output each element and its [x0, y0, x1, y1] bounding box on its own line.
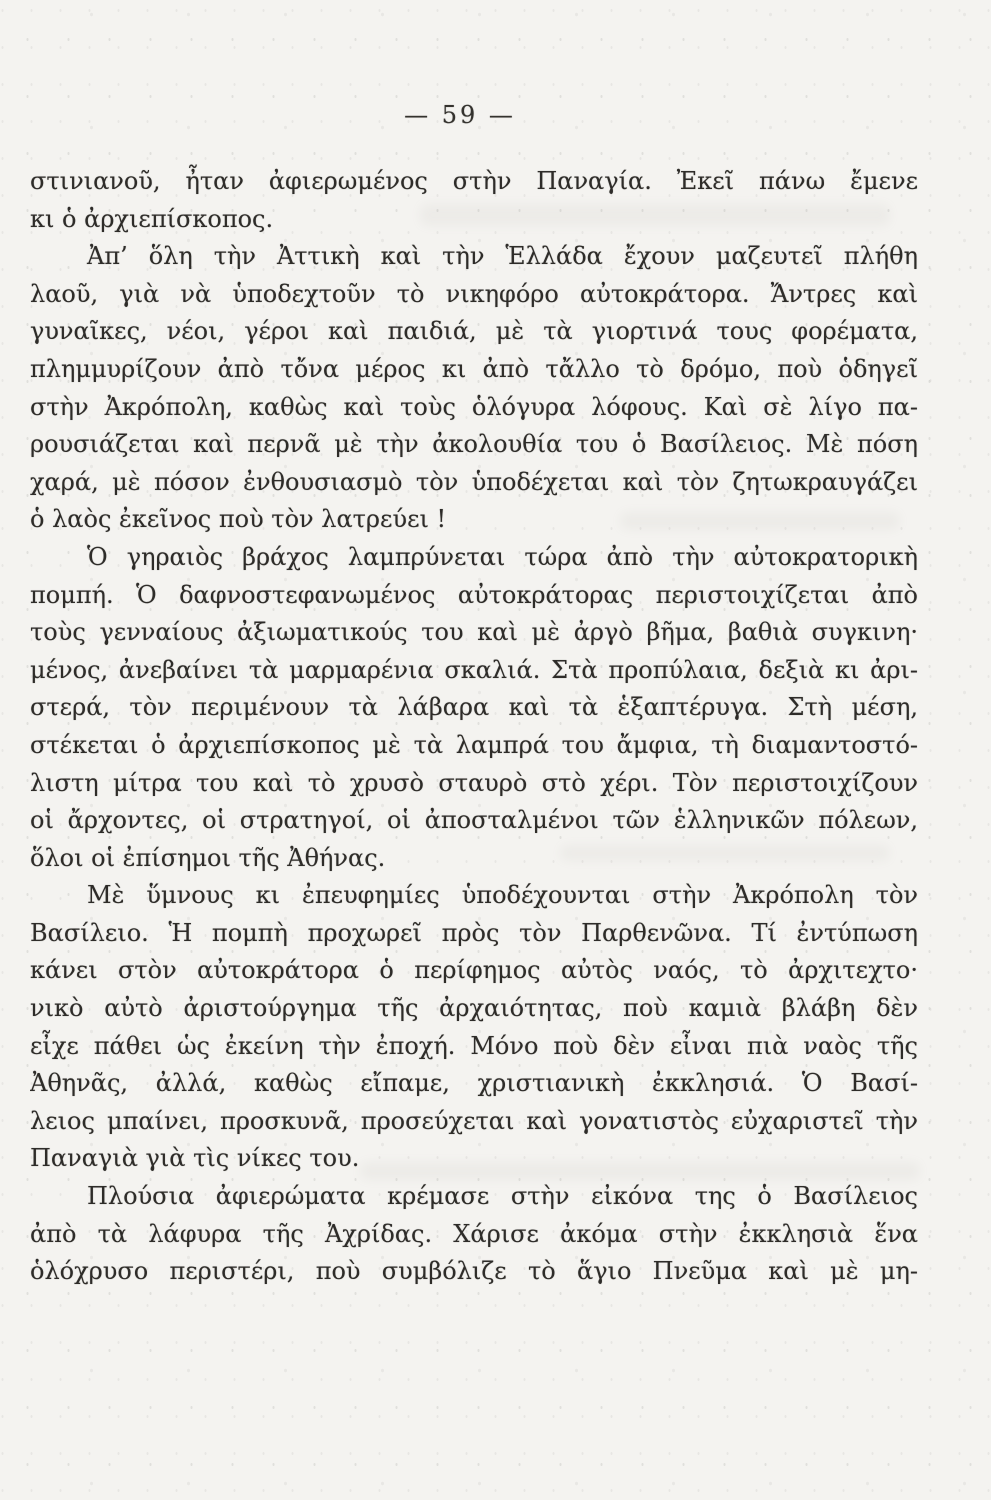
text-line: ὅλοι οἱ ἐπίσημοι τῆς Ἀθήνας.: [30, 843, 386, 872]
text-line: οἱ ἄρχοντες, οἱ στρατηγοί, οἱ ἀποσταλμένοι τῶν ἑλληνικῶν πόλεων,: [30, 806, 918, 835]
text-line: ἀπὸ τὰ λάφυρα τῆς Ἀχρίδας. Χάρισε ἀκόμα στὴν ἐκκλησιὰ ἕνα: [30, 1219, 918, 1248]
text-line: στέκεται ὁ ἀρχιεπίσκοπος μὲ τὰ λαμπρά του ἄμφια, τὴ διαμαντοστό-: [30, 730, 918, 759]
text-line: Ἀθηνᾶς, ἀλλά, καθὼς εἴπαμε, χριστιανικὴ ἐκκλησιά. Ὁ Βασί-: [30, 1069, 918, 1098]
text-line: Μὲ ὕμνους κι ἐπευφημίες ὑποδέχουνται στὴν Ἀκρόπολη τὸν: [87, 881, 918, 910]
paragraph: [30, 1178, 918, 1291]
text-line: κι ὁ ἀρχιεπίσκοπος.: [30, 204, 274, 233]
paragraph: [30, 877, 918, 1178]
text-line: κάνει στὸν αὐτοκράτορα ὁ περίφημος αὐτὸς ναός, τὸ ἀρχιτεχτο·: [30, 956, 918, 985]
text-line: λαοῦ, γιὰ νὰ ὑποδεχτοῦν τὸ νικηφόρο αὐτοκράτορα. Ἄντρες καὶ: [30, 279, 918, 308]
text-line: στινιανοῦ, ἦταν ἀφιερωμένος στὴν Παναγία. Ἐκεῖ πάνω ἔμενε: [30, 167, 918, 195]
text-line: Παναγιὰ γιὰ τὶς νίκες του.: [30, 1144, 360, 1173]
paragraph: [30, 238, 918, 539]
text-line: ὁλόχρυσο περιστέρι, ποὺ συμβόλιζε τὸ ἅγιο Πνεῦμα καὶ μὲ μη-: [30, 1257, 918, 1286]
text-line: λειος μπαίνει, προσκυνᾶ, προσεύχεται καὶ γονατιστὸς εὐχαριστεῖ τὴν: [30, 1106, 918, 1135]
text-line: νικὸ αὐτὸ ἀριστούργημα τῆς ἀρχαιότητας, ποὺ καμιὰ βλάβη δὲν: [30, 994, 918, 1023]
text-line: στερά, τὸν περιμένουν τὰ λάβαρα καὶ τὰ ἑξαπτέρυγα. Στὴ μέση,: [30, 693, 918, 722]
text-line: στὴν Ἀκρόπολη, καθὼς καὶ τοὺς ὁλόγυρα λόφους. Καὶ σὲ λίγο πα-: [30, 392, 918, 421]
paragraph: [30, 539, 918, 877]
text-line: Ὁ γηραιὸς βράχος λαμπρύνεται τώρα ἀπὸ τὴν αὐτοκρατορικὴ: [87, 542, 918, 571]
paragraph: [30, 163, 918, 238]
text-line: Ἀπ’ ὅλη τὴν Ἀττικὴ καὶ τὴν Ἑλλάδα ἔχουν μαζευτεῖ πλήθη: [87, 242, 918, 271]
text-line: γυναῖκες, νέοι, γέροι καὶ παιδιά, μὲ τὰ γιορτινά τους φορέματα,: [30, 317, 918, 346]
text-line: τοὺς γενναίους ἀξιωματικούς του καὶ μὲ ἀργὸ βῆμα, βαθιὰ συγκινη·: [30, 618, 918, 647]
text-line: μένος, ἀνεβαίνει τὰ μαρμαρένια σκαλιά. Στὰ προπύλαια, δεξιὰ κι ἀρι-: [30, 655, 918, 684]
text-line: λιστη μίτρα του καὶ τὸ χρυσὸ σταυρὸ στὸ χέρι. Τὸν περιστοιχίζουν: [30, 768, 918, 797]
text-line: Πλούσια ἀφιερώματα κρέμασε στὴν εἰκόνα της ὁ Βασίλειος: [87, 1182, 918, 1211]
text-line: πομπή. Ὁ δαφνοστεφανωμένος αὐτοκράτορας περιστοιχίζεται ἀπὸ: [30, 580, 918, 609]
text-line: χαρά, μὲ πόσον ἐνθουσιασμὸ τὸν ὑποδέχεται καὶ τὸν ζητωκραυγάζει: [30, 467, 918, 496]
text-block: [30, 163, 918, 1291]
text-line: ὁ λαὸς ἐκεῖνος ποὺ τὸν λατρεύει !: [30, 505, 447, 534]
text-line: Βασίλειο. Ἡ πομπὴ προχωρεῖ πρὸς τὸν Παρθενῶνα. Τί ἐντύπωση: [30, 918, 918, 947]
text-line: πλημμυρίζουν ἀπὸ τὄνα μέρος κι ἀπὸ τἄλλο τὸ δρόμο, ποὺ ὁδηγεῖ: [30, 354, 918, 383]
text-line: ρουσιάζεται καὶ περνᾶ μὲ τὴν ἀκολουθία του ὁ Βασίλειος. Μὲ πόση: [30, 430, 918, 459]
text-line: εἶχε πάθει ὡς ἐκείνη τὴν ἐποχή. Μόνο ποὺ δὲν εἶναι πιὰ ναὸς τῆς: [30, 1031, 918, 1060]
page-number: — 59 —: [404, 101, 516, 129]
